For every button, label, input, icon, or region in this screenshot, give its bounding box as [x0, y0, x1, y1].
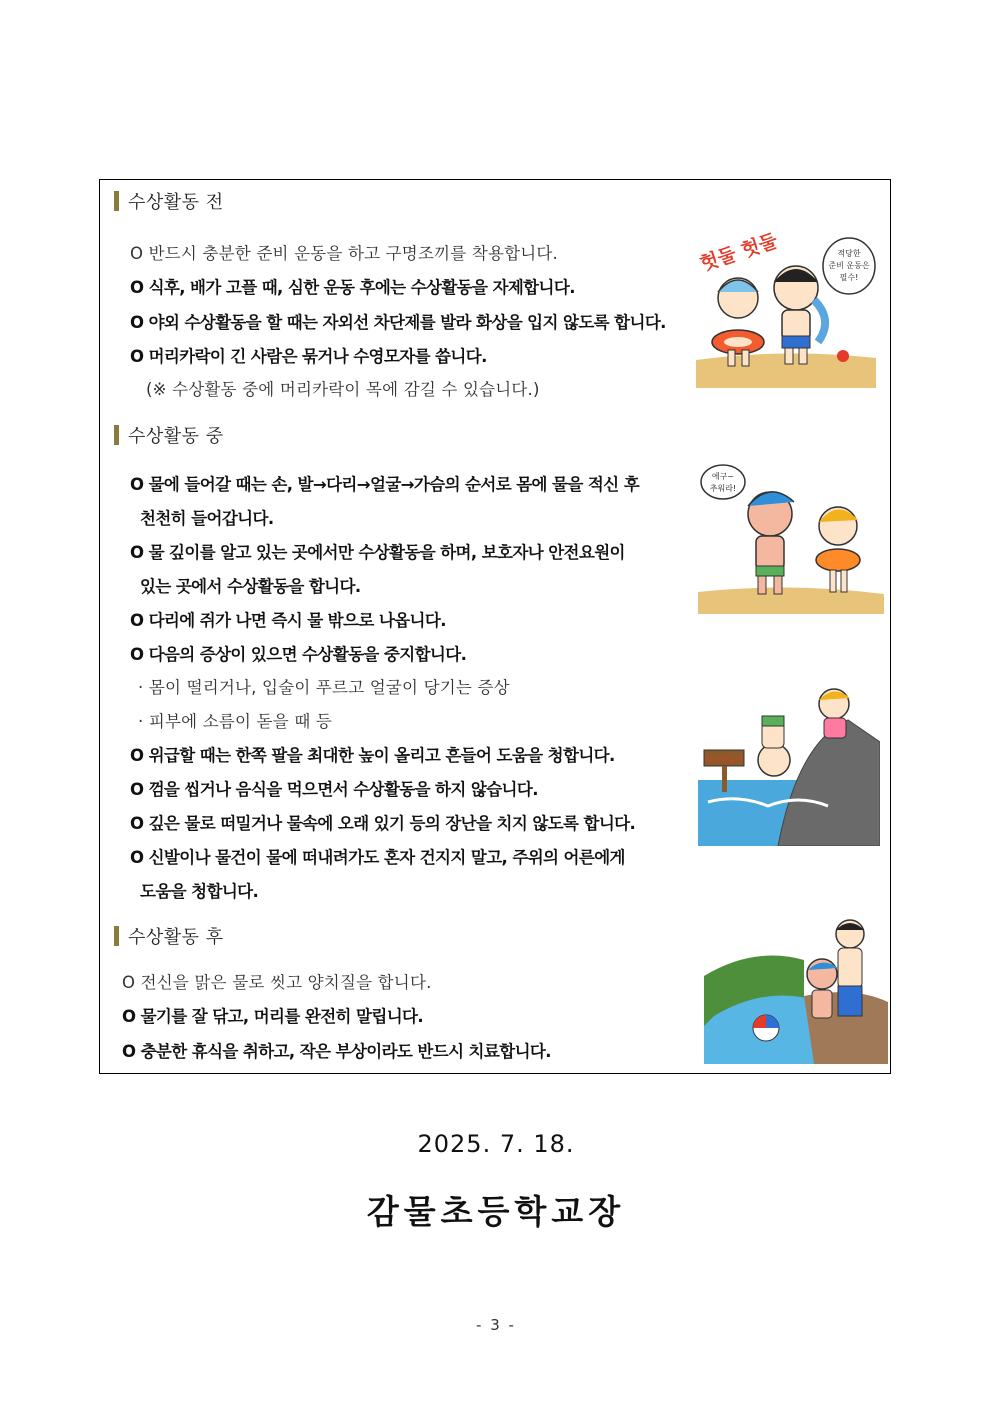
- guide-line: O 반드시 충분한 준비 운동을 하고 구명조끼를 착용합니다.: [130, 244, 558, 263]
- guide-line: O 껌을 씹거나 음식을 먹으면서 수상활동을 하지 않습니다.: [130, 780, 538, 799]
- guide-line: O 위급할 때는 한쪽 팔을 최대한 높이 올리고 흔들어 도움을 청합니다.: [130, 746, 615, 765]
- safety-guide-box: [99, 179, 891, 1074]
- guide-note: (※ 수상활동 중에 머리카락이 목에 감길 수 있습니다.): [146, 380, 540, 399]
- section-marker: [114, 926, 119, 946]
- guide-line: O 머리카락이 긴 사람은 묶거나 수영모자를 씁니다.: [130, 347, 487, 366]
- issue-date: 2025. 7. 18.: [417, 1130, 575, 1158]
- guide-line: O 신발이나 물건이 물에 떠내려가도 혼자 건지지 말고, 주위의 어른에게: [130, 848, 625, 867]
- no-diving-illustration: [698, 682, 880, 846]
- guide-line: 천천히 들어갑니다.: [140, 509, 274, 528]
- guide-line: O 식후, 배가 고플 때, 심한 운동 후에는 수상활동을 자제합니다.: [130, 278, 575, 297]
- sign-text: 다이빙금지: [704, 755, 744, 764]
- cold-water-illustration: [698, 462, 884, 614]
- section-header-after: [114, 924, 224, 948]
- school-principal: 감물초등학교장: [366, 1192, 626, 1231]
- guide-line: O 충분한 휴식을 취하고, 작은 부상이라도 반드시 치료합니다.: [122, 1042, 551, 1061]
- guide-line: 있는 곳에서 수상활동을 합니다.: [140, 577, 361, 596]
- bubble-line: 적당한: [837, 249, 861, 258]
- guide-symptom: · 몸이 떨리거나, 입술이 푸르고 얼굴이 당기는 증상: [138, 678, 510, 697]
- guide-line: O 물에 들어갈 때는 손, 발→다리→얼굴→가슴의 순서로 몸에 물을 적신 후: [130, 475, 640, 494]
- bubble-line: 준비 운동은: [828, 261, 870, 270]
- bubble-line: 필수!: [839, 273, 859, 282]
- section-title: 수상활동 중: [128, 426, 224, 447]
- guide-line: O 물 깊이를 알고 있는 곳에서만 수상활동을 하며, 보호자나 안전요원이: [130, 543, 625, 562]
- page-number: - 3 -: [476, 1316, 516, 1334]
- guide-symptom: · 피부에 소름이 돋을 때 등: [138, 712, 333, 731]
- section-marker: [114, 425, 119, 445]
- warmup-illustration: [696, 230, 876, 388]
- bubble-line: 에구~: [711, 472, 735, 481]
- after-swim-illustration: [704, 916, 888, 1064]
- section-marker: [114, 191, 119, 211]
- guide-line: O 전신을 맑은 물로 씻고 양치질을 합니다.: [122, 973, 432, 992]
- section-title: 수상활동 후: [128, 927, 224, 948]
- guide-line: O 다리에 쥐가 나면 즉시 물 밖으로 나옵니다.: [130, 611, 446, 630]
- section-header-before: [114, 189, 224, 213]
- guide-line: O 물기를 잘 닦고, 머리를 완전히 말립니다.: [122, 1007, 424, 1026]
- guide-line: 도움을 청합니다.: [140, 882, 259, 901]
- section-header-during: [114, 423, 224, 447]
- guide-line: O 야외 수상활동을 할 때는 자외선 차단제를 발라 화상을 입지 않도록 합니다.: [130, 313, 666, 332]
- guide-line: O 다음의 증상이 있으면 수상활동을 중지합니다.: [130, 645, 467, 664]
- section-title: 수상활동 전: [128, 192, 224, 213]
- shout-text: 헛둘 헛둘: [697, 230, 781, 276]
- guide-line: O 깊은 물로 떠밀거나 물속에 오래 있기 등의 장난을 치지 않도록 합니다.: [130, 814, 636, 833]
- bubble-line: 추워라!: [709, 484, 737, 493]
